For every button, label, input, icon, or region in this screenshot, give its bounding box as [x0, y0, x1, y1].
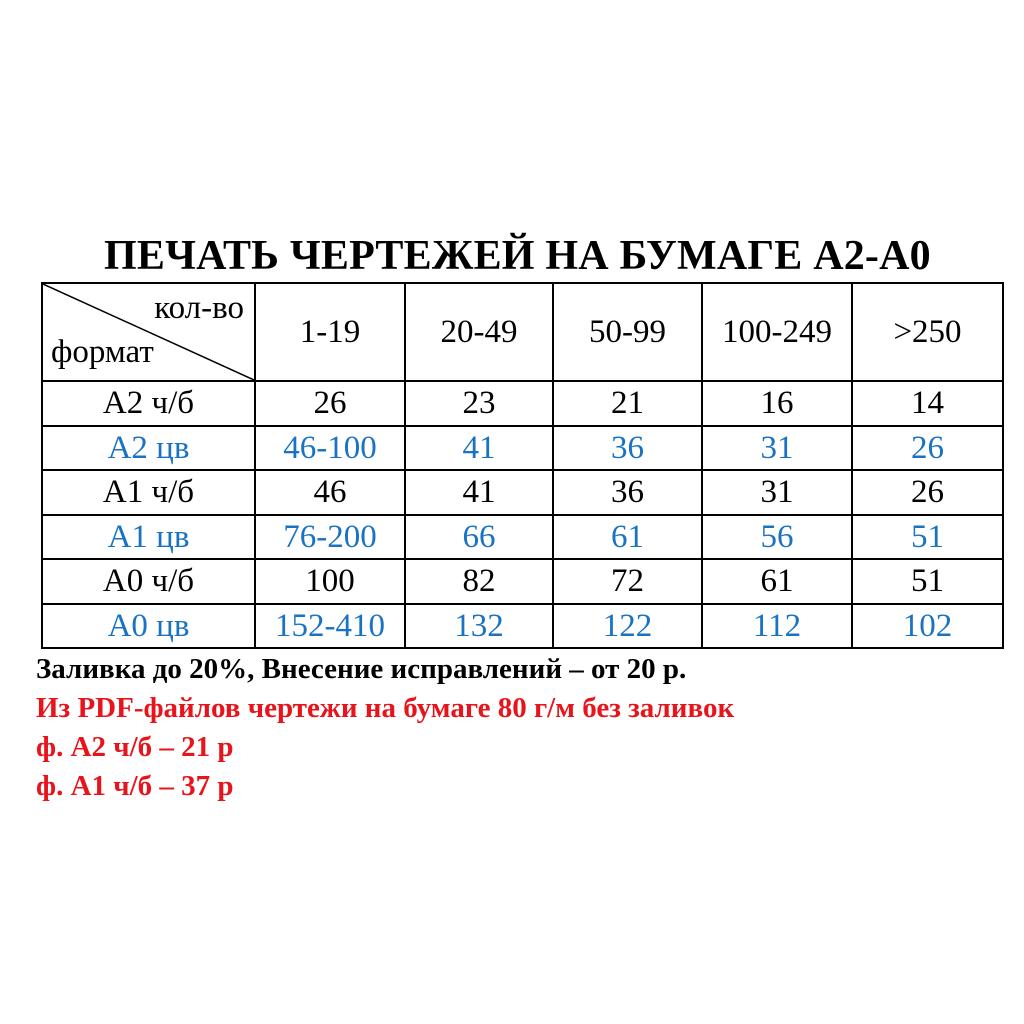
- note-a2-price: ф. А2 ч/б – 21 р: [36, 731, 234, 763]
- price-cell: 56: [702, 515, 852, 560]
- table-header-row: [42, 283, 1003, 381]
- price-cell: 152-410: [255, 604, 405, 649]
- price-cell: 26: [852, 470, 1003, 515]
- note-fill-corrections: Заливка до 20%, Внесение исправлений – от 20 р.: [36, 653, 687, 685]
- column-header: 100-249: [702, 283, 852, 381]
- corner-header-cell: [42, 283, 255, 381]
- price-cell: 46: [255, 470, 405, 515]
- price-cell: 36: [553, 470, 702, 515]
- price-table: [41, 282, 1004, 649]
- price-cell: 26: [852, 426, 1003, 471]
- format-cell: А0 ч/б: [42, 559, 255, 604]
- price-cell: 41: [405, 470, 553, 515]
- notes-block: [36, 650, 734, 806]
- format-cell: А0 цв: [42, 604, 255, 649]
- page-title: ПЕЧАТЬ ЧЕРТЕЖЕЙ НА БУМАГЕ А2-А0: [104, 233, 931, 279]
- price-cell: 14: [852, 381, 1003, 426]
- price-cell: 100: [255, 559, 405, 604]
- price-cell: 76-200: [255, 515, 405, 560]
- price-cell: 72: [553, 559, 702, 604]
- column-header: 50-99: [553, 283, 702, 381]
- price-cell: 61: [702, 559, 852, 604]
- table-row: [42, 515, 1003, 560]
- note-a1-price: ф. А1 ч/б – 37 р: [36, 770, 234, 802]
- format-cell: А2 ч/б: [42, 381, 255, 426]
- column-header: 20-49: [405, 283, 553, 381]
- price-cell: 112: [702, 604, 852, 649]
- price-cell: 16: [702, 381, 852, 426]
- table-row: [42, 426, 1003, 471]
- price-cell: 61: [553, 515, 702, 560]
- column-header: >250: [852, 283, 1003, 381]
- price-cell: 102: [852, 604, 1003, 649]
- price-cell: 51: [852, 515, 1003, 560]
- format-header-label: формат: [51, 334, 154, 370]
- format-cell: А1 ч/б: [42, 470, 255, 515]
- price-cell: 51: [852, 559, 1003, 604]
- price-cell: 21: [553, 381, 702, 426]
- quantity-header-label: кол-во: [154, 290, 244, 326]
- format-cell: А1 цв: [42, 515, 255, 560]
- price-cell: 66: [405, 515, 553, 560]
- price-cell: 23: [405, 381, 553, 426]
- price-cell: 132: [405, 604, 553, 649]
- price-cell: 41: [405, 426, 553, 471]
- column-header: 1-19: [255, 283, 405, 381]
- price-cell: 46-100: [255, 426, 405, 471]
- price-cell: 82: [405, 559, 553, 604]
- price-cell: 31: [702, 426, 852, 471]
- table-row: [42, 604, 1003, 649]
- table-row: [42, 470, 1003, 515]
- table-row: [42, 559, 1003, 604]
- format-cell: А2 цв: [42, 426, 255, 471]
- price-cell: 26: [255, 381, 405, 426]
- price-cell: 31: [702, 470, 852, 515]
- price-cell: 122: [553, 604, 702, 649]
- table-row: [42, 381, 1003, 426]
- note-pdf-offer: Из PDF-файлов чертежи на бумаге 80 г/м без заливок: [36, 692, 735, 724]
- price-cell: 36: [553, 426, 702, 471]
